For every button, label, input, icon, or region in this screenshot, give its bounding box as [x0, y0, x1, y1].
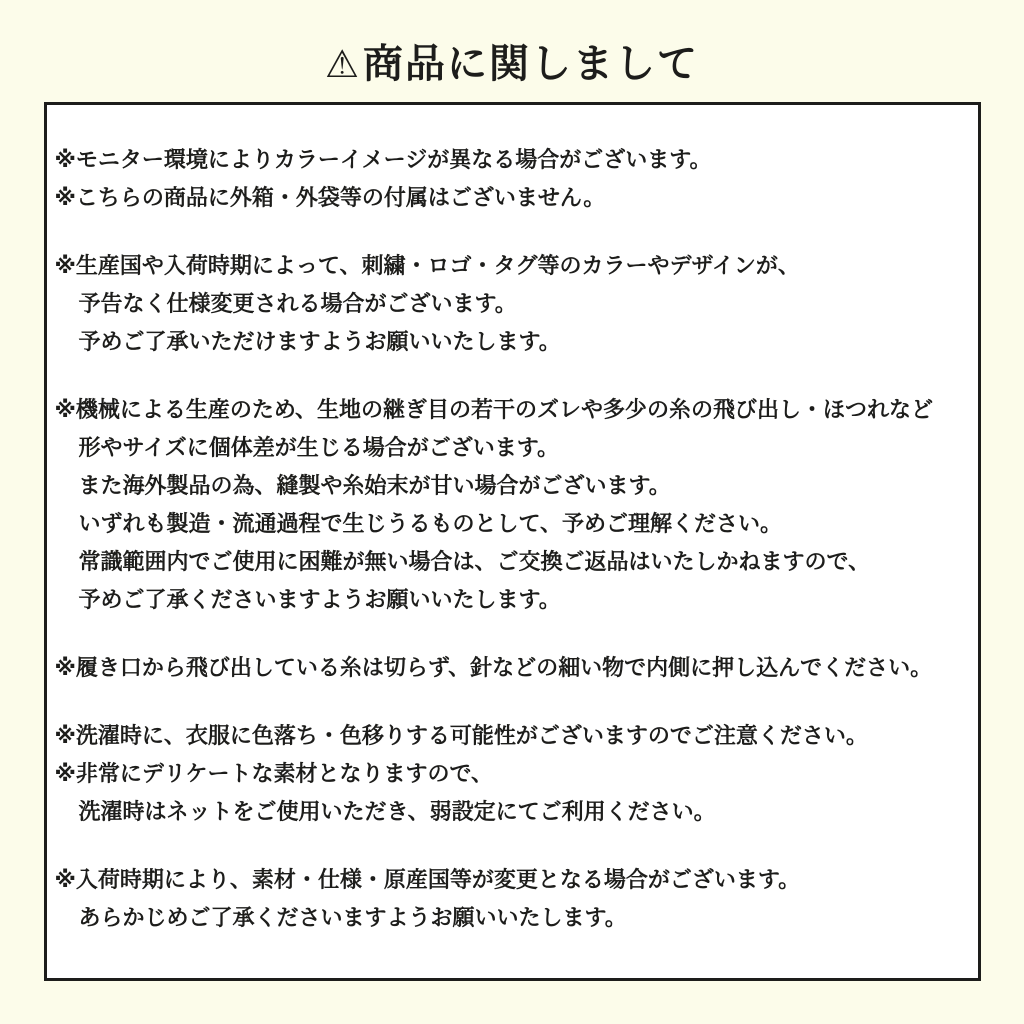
notice-line: いずれも製造・流通過程で生じうるものとして、予めご理解ください。 — [78, 510, 783, 536]
notice-line: 形やサイズに個体差が生じる場合がございます。 — [78, 434, 559, 460]
notice-line: 予告なく仕様変更される場合がございます。 — [78, 290, 517, 316]
notice-group-manufacturing — [55, 391, 968, 619]
page-title-text: 商品に関しまして — [363, 42, 700, 86]
notice-line: ※洗濯時に、衣服に色落ち・色移りする可能性がございますのでご注意ください。 — [54, 722, 868, 748]
notice-line: ※モニター環境によりカラーイメージが異なる場合がございます。 — [54, 146, 712, 172]
notice-group-design-change — [55, 247, 968, 361]
notice-group-monitor — [55, 141, 968, 217]
notice-group-washing — [55, 717, 968, 831]
notice-group-loose-thread — [55, 649, 968, 687]
notice-line: ※非常にデリケートな素材となりますので、 — [54, 760, 494, 786]
notice-line: ※こちらの商品に外箱・外袋等の付属はございません。 — [54, 184, 606, 210]
notice-line: ※履き口から飛び出している糸は切らず、針などの細い物で内側に押し込んでください。 — [54, 654, 933, 680]
notice-line: 予めご了承いただけますようお願いいたします。 — [78, 328, 561, 354]
notice-line: あらかじめご了承くださいますようお願いいたします。 — [78, 904, 627, 930]
notice-line: ※生産国や入荷時期によって、刺繍・ロゴ・タグ等のカラーやデザインが、 — [54, 252, 800, 278]
notice-line: また海外製品の為、縫製や糸始末が甘い場合がございます。 — [78, 472, 671, 498]
notice-line: 予めご了承くださいますようお願いいたします。 — [78, 586, 561, 612]
notice-line: 常識範囲内でご使用に困難が無い場合は、ご交換ご返品はいたしかねますので、 — [78, 548, 871, 574]
notice-line: ※機械による生産のため、生地の継ぎ目の若干のズレや多少の糸の飛び出し・ほつれなど — [54, 396, 934, 422]
page-title — [0, 0, 1024, 87]
notice-line: 洗濯時はネットをご使用いただき、弱設定にてご利用ください。 — [78, 798, 716, 824]
notice-group-spec-change — [55, 861, 968, 937]
warning-icon: ⚠ — [324, 44, 362, 86]
notice-box — [44, 102, 981, 981]
notice-line: ※入荷時期により、素材・仕様・原産国等が変更となる場合がございます。 — [54, 866, 801, 892]
